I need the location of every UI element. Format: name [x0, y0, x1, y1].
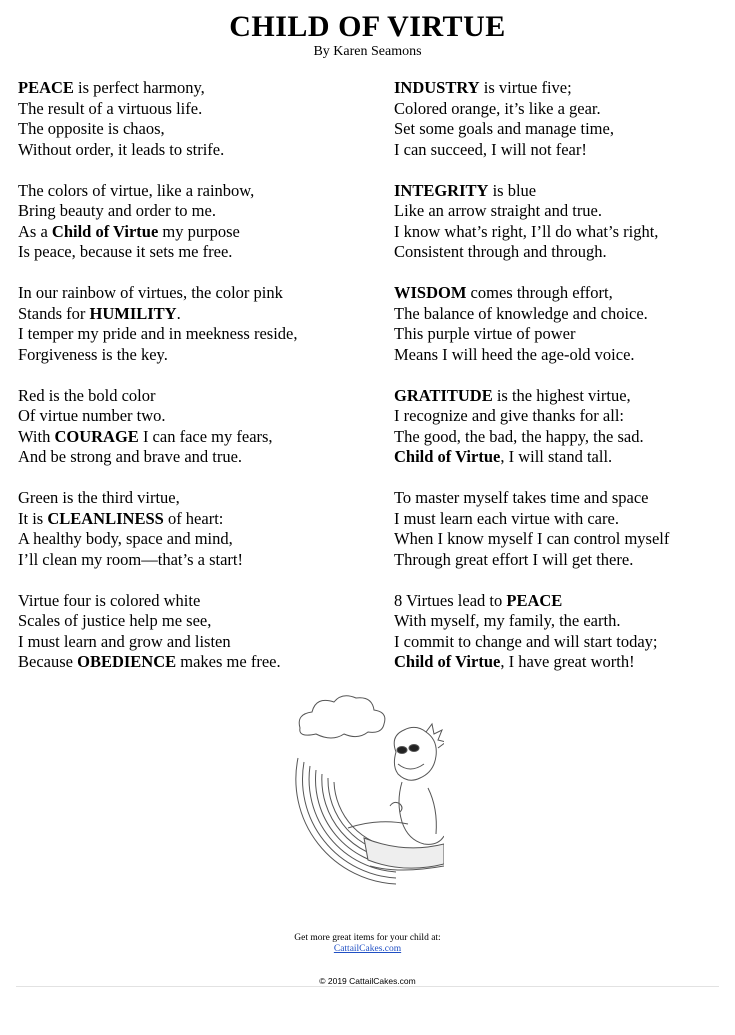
footer-link-row	[0, 944, 735, 955]
poem-line	[18, 406, 378, 427]
poem-column-right	[394, 78, 735, 693]
line-text: The opposite is chaos,	[18, 119, 165, 138]
line-text: I can succeed, I will not fear!	[394, 139, 587, 159]
poem-line	[18, 181, 378, 202]
poem-line	[394, 611, 735, 632]
poem-line	[394, 652, 735, 673]
poem-line	[394, 78, 735, 99]
virtue-keyword: HUMILITY	[89, 303, 177, 323]
poem-line	[394, 509, 735, 530]
line-text: I’ll clean my room—that’s a start!	[18, 549, 243, 569]
line-text: The colors of virtue, like a rainbow,	[18, 180, 255, 200]
line-text: is the highest virtue,	[492, 385, 631, 405]
footer-note: Get more great items for your child at:	[294, 933, 441, 943]
poem-line	[18, 283, 378, 304]
line-text: Set some goals and manage time,	[394, 119, 614, 138]
poem-line	[394, 386, 735, 407]
line-text: is blue	[488, 180, 537, 200]
poem-column-left	[18, 78, 378, 693]
virtue-keyword: Child of Virtue	[51, 221, 159, 241]
poem-line	[394, 632, 735, 653]
rainbow-dinosaur-illustration	[278, 688, 444, 890]
line-text: Colored orange, it’s like a gear.	[394, 98, 601, 118]
poem-line	[18, 509, 378, 530]
line-text: Without order, it leads to strife.	[18, 139, 225, 159]
poem-line	[394, 550, 735, 571]
poem-line	[394, 529, 735, 550]
poem-line	[18, 652, 378, 673]
poem-line	[394, 447, 735, 468]
poem-line	[18, 611, 378, 632]
right-stanza-3	[394, 283, 735, 365]
poem-line	[18, 591, 378, 612]
line-text: This purple virtue of power	[394, 324, 576, 343]
line-text: Means I will heed the age-old voice.	[394, 344, 635, 364]
virtue-keyword: Child of Virtue	[394, 447, 501, 466]
line-text: I must learn and grow and listen	[18, 631, 231, 651]
virtue-keyword: WISDOM	[394, 283, 467, 302]
right-stanza-6	[394, 591, 735, 673]
right-stanza-1	[394, 78, 735, 160]
poem-line	[394, 99, 735, 120]
line-text: I commit to change and will start today;	[394, 631, 658, 651]
line-text: Virtue four is colored white	[18, 590, 201, 610]
right-stanza-5	[394, 488, 735, 570]
line-text: is perfect harmony,	[73, 78, 205, 97]
left-stanza-6	[18, 591, 378, 673]
line-text: I must learn each virtue with care.	[394, 508, 619, 528]
line-text: I recognize and give thanks for all:	[394, 406, 624, 425]
poem-line	[394, 488, 735, 509]
footer-divider	[16, 986, 719, 987]
poem-line	[394, 201, 735, 222]
line-text: And be strong and brave and true.	[18, 447, 243, 466]
line-text: When I know myself I can control myself	[394, 529, 670, 548]
line-text: comes through effort,	[466, 283, 613, 302]
left-stanza-5	[18, 488, 378, 570]
line-text: Through great effort I will get there.	[394, 549, 634, 569]
virtue-keyword: OBEDIENCE	[77, 652, 177, 671]
line-text: I temper my pride and in meekness reside,	[18, 324, 298, 343]
poem-line	[394, 304, 735, 325]
line-text: Scales of justice help me see,	[18, 611, 212, 630]
poem-line	[18, 427, 378, 448]
left-stanza-3	[18, 283, 378, 365]
line-text: As a	[18, 221, 52, 241]
line-text: Red is the bold color	[18, 385, 156, 405]
author-byline: By Karen Seamons	[313, 44, 422, 59]
poem-line	[18, 201, 378, 222]
cattailcakes-link[interactable]: CattailCakes.com	[333, 944, 402, 954]
virtue-keyword: PEACE	[18, 78, 74, 97]
line-text: The good, the bad, the happy, the sad.	[394, 426, 644, 446]
line-text: Like an arrow straight and true.	[394, 201, 603, 220]
line-text: In our rainbow of virtues, the color pink	[18, 283, 283, 302]
poem-line	[394, 283, 735, 304]
poem-line	[18, 447, 378, 468]
line-text: Of virtue number two.	[18, 406, 166, 425]
line-text: With	[18, 426, 55, 446]
line-text: The balance of knowledge and choice.	[394, 303, 648, 323]
line-text: , I will stand tall.	[500, 447, 613, 466]
virtue-keyword: Child of Virtue	[394, 652, 501, 671]
poem-line	[18, 529, 378, 550]
poem-line	[394, 222, 735, 243]
line-text: The result of a virtuous life.	[18, 98, 203, 118]
line-text: 8 Virtues lead to	[394, 590, 507, 610]
poem-line	[18, 488, 378, 509]
poem-line	[18, 324, 378, 345]
poem-line	[18, 632, 378, 653]
line-text: makes me free.	[176, 652, 281, 671]
poem-line	[18, 222, 378, 243]
line-text: Because	[18, 652, 78, 671]
poem-line	[18, 99, 378, 120]
right-stanza-4	[394, 386, 735, 468]
line-text: Bring beauty and order to me.	[18, 201, 216, 220]
line-text: is virtue five;	[479, 78, 572, 97]
poem-line	[18, 386, 378, 407]
poem-line	[394, 140, 735, 161]
line-text: It is	[18, 508, 48, 528]
poem-line	[394, 591, 735, 612]
poem-line	[18, 345, 378, 366]
poem-line	[18, 119, 378, 140]
line-text: of heart:	[163, 508, 224, 528]
poem-line	[394, 119, 735, 140]
poem-line	[394, 324, 735, 345]
poem-line	[394, 181, 735, 202]
poem-line	[18, 242, 378, 263]
virtue-keyword: GRATITUDE	[394, 385, 493, 405]
poem-line	[394, 242, 735, 263]
line-text: Consistent through and through.	[394, 242, 607, 261]
poem-line	[18, 304, 378, 325]
line-text: , I have great worth!	[500, 652, 635, 671]
line-text: I know what’s right, I’ll do what’s right,	[394, 221, 659, 241]
line-text: .	[176, 303, 181, 323]
line-text: Stands for	[18, 303, 90, 323]
line-text: With myself, my family, the earth.	[394, 611, 621, 630]
left-stanza-4	[18, 386, 378, 468]
left-stanza-1	[18, 78, 378, 160]
line-text: To master myself takes time and space	[394, 488, 649, 507]
copyright-text: © 2019 CattailCakes.com	[319, 976, 416, 986]
virtue-keyword: CLEANLINESS	[47, 508, 164, 528]
line-text: A healthy body, space and mind,	[18, 529, 233, 548]
virtue-keyword: INTEGRITY	[394, 180, 489, 200]
poem-line	[394, 427, 735, 448]
poem-line	[394, 345, 735, 366]
line-text: I can face my fears,	[138, 426, 273, 446]
poem-line	[18, 140, 378, 161]
left-stanza-2	[18, 181, 378, 263]
line-text: Is peace, because it sets me free.	[18, 242, 233, 261]
line-text: my purpose	[158, 221, 240, 241]
line-text: Green is the third virtue,	[18, 488, 180, 507]
poem-line	[18, 550, 378, 571]
poem-line	[394, 406, 735, 427]
right-stanza-2	[394, 181, 735, 263]
virtue-keyword: PEACE	[506, 590, 563, 610]
virtue-keyword: INDUSTRY	[394, 78, 480, 97]
line-text: Forgiveness is the key.	[18, 344, 168, 364]
virtue-keyword: COURAGE	[54, 426, 139, 446]
page-title: CHILD OF VIRTUE	[229, 10, 506, 43]
poem-line	[18, 78, 378, 99]
